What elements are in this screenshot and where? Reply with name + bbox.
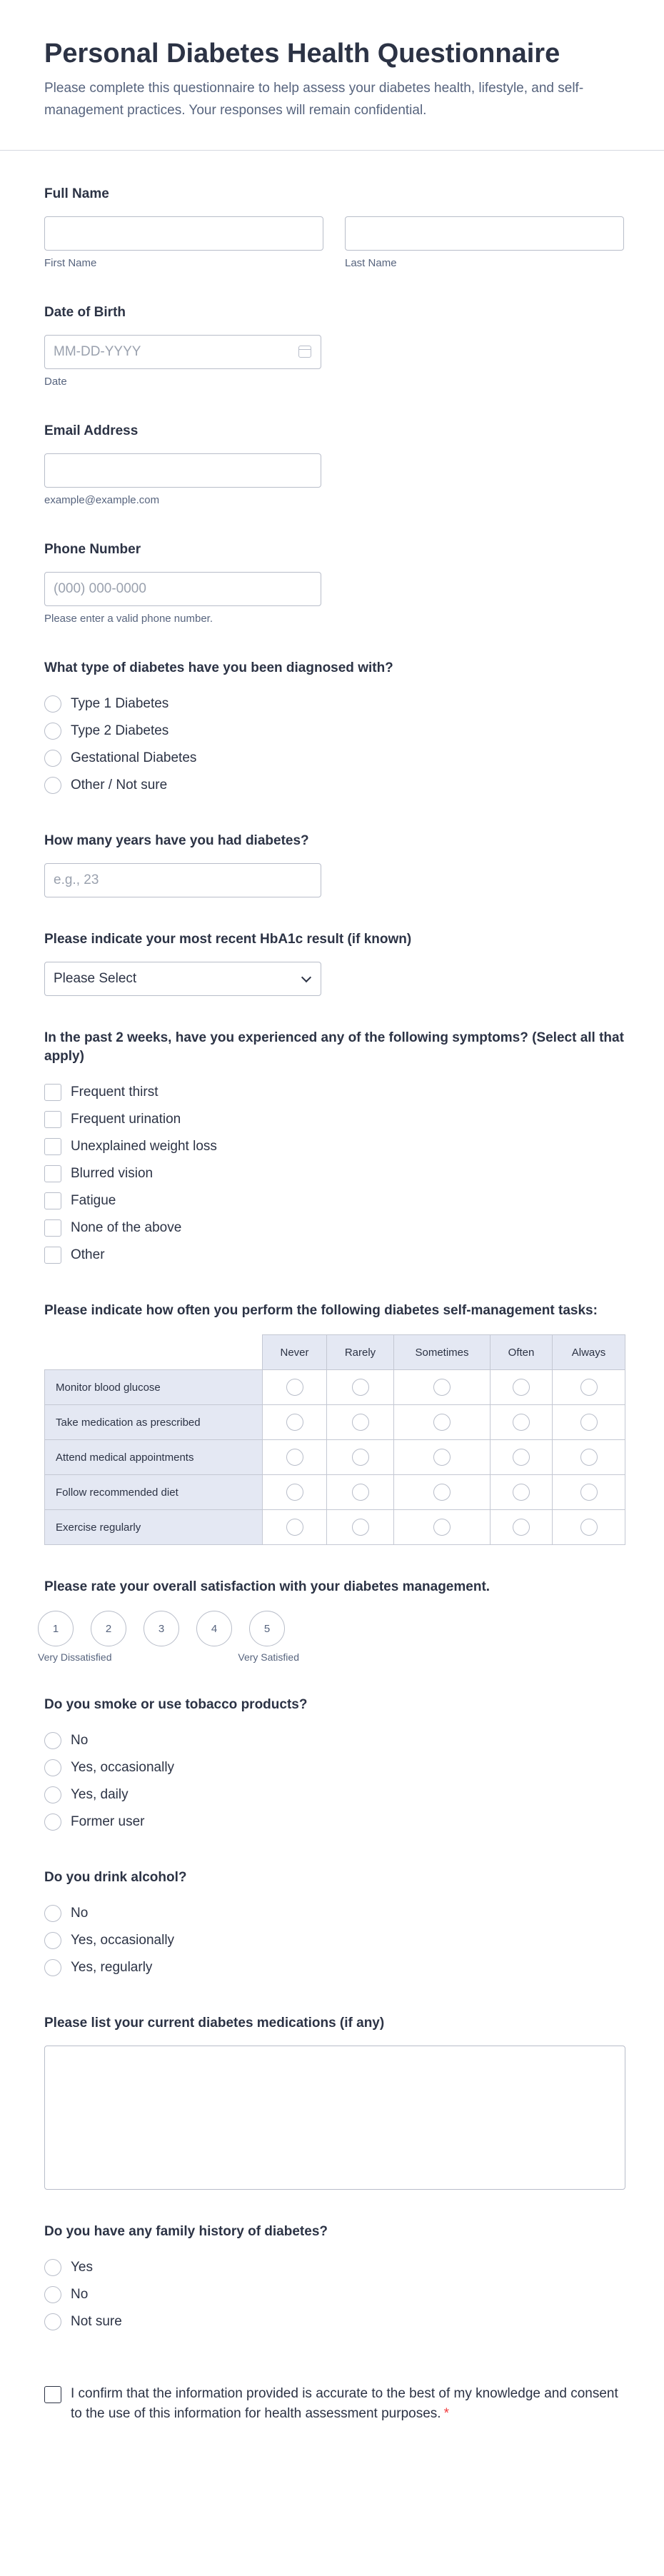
medications-label: Please list your current diabetes medications (if any) xyxy=(44,2016,385,2031)
table-row xyxy=(45,1475,625,1510)
table-row xyxy=(45,1510,625,1545)
phone-sublabel: Please enter a valid phone number. xyxy=(44,613,213,625)
matrix-row-label: Follow recommended diet xyxy=(45,1475,263,1510)
option-label: Gestational Diabetes xyxy=(71,750,197,765)
satisfaction-scale xyxy=(38,1611,625,1646)
matrix-radio[interactable] xyxy=(286,1484,303,1501)
email-label: Email Address xyxy=(44,423,139,438)
option-label: Former user xyxy=(71,1814,145,1829)
symptom-option[interactable] xyxy=(44,1242,625,1269)
form-header xyxy=(0,0,664,151)
matrix-radio[interactable] xyxy=(352,1379,369,1396)
phone-input[interactable]: (000) 000-0000 xyxy=(44,572,321,606)
family-history-option[interactable] xyxy=(44,2254,625,2281)
dob-input[interactable]: MM-DD-YYYY xyxy=(44,335,321,369)
checkbox[interactable] xyxy=(44,1192,61,1209)
table-row xyxy=(45,1440,625,1475)
matrix-row-label: Attend medical appointments xyxy=(45,1440,263,1475)
form-body xyxy=(0,185,664,2424)
symptoms-field xyxy=(44,1029,625,1269)
first-name-sublabel: First Name xyxy=(44,257,97,269)
tobacco-option[interactable] xyxy=(44,1781,625,1808)
option-label: No xyxy=(71,2287,89,2302)
matrix-radio[interactable] xyxy=(580,1519,598,1536)
scale-option[interactable]: 3 xyxy=(144,1611,179,1646)
symptom-option[interactable] xyxy=(44,1214,625,1242)
matrix-column-header: Often xyxy=(491,1335,553,1370)
option-label: None of the above xyxy=(71,1220,182,1235)
matrix-radio[interactable] xyxy=(352,1519,369,1536)
alcohol-field xyxy=(44,1868,625,1981)
tobacco-label: Do you smoke or use tobacco products? xyxy=(44,1697,308,1712)
full-name-field xyxy=(44,185,625,271)
matrix-corner xyxy=(45,1335,263,1370)
calendar-icon[interactable] xyxy=(298,346,311,358)
years-label: How many years have you had diabetes? xyxy=(44,833,309,848)
matrix-radio[interactable] xyxy=(513,1484,530,1501)
matrix-radio[interactable] xyxy=(433,1449,451,1466)
diabetes-type-label: What type of diabetes have you been diagnosed with? xyxy=(44,660,393,675)
radio-button[interactable] xyxy=(44,1813,61,1831)
option-label: Yes, daily xyxy=(71,1787,129,1802)
scale-option[interactable]: 5 xyxy=(249,1611,285,1646)
matrix-radio[interactable] xyxy=(286,1414,303,1431)
email-input[interactable] xyxy=(44,453,321,488)
alcohol-label: Do you drink alcohol? xyxy=(44,1870,187,1885)
matrix-column-header: Never xyxy=(263,1335,327,1370)
option-label: Yes xyxy=(71,2260,93,2275)
scale-option[interactable]: 2 xyxy=(91,1611,126,1646)
option-label: Frequent thirst xyxy=(71,1085,159,1100)
last-name-sublabel: Last Name xyxy=(345,257,397,269)
option-label: Not sure xyxy=(71,2314,122,2329)
radio-button[interactable] xyxy=(44,1732,61,1749)
checkbox[interactable] xyxy=(44,1111,61,1128)
option-label: Other / Not sure xyxy=(71,778,168,793)
diabetes-type-option[interactable] xyxy=(44,690,625,718)
option-label: Other xyxy=(71,1247,105,1262)
matrix-row-label: Exercise regularly xyxy=(45,1510,263,1545)
matrix-radio[interactable] xyxy=(352,1484,369,1501)
years-field xyxy=(44,832,625,897)
option-label: No xyxy=(71,1906,89,1921)
checkbox[interactable] xyxy=(44,1138,61,1155)
medications-textarea[interactable] xyxy=(44,2046,625,2190)
symptom-option[interactable] xyxy=(44,1079,625,1106)
matrix-radio[interactable] xyxy=(433,1414,451,1431)
family-history-option[interactable] xyxy=(44,2308,625,2335)
matrix-radio[interactable] xyxy=(286,1449,303,1466)
hba1c-select[interactable]: Please Select xyxy=(44,962,321,996)
table-row xyxy=(45,1405,625,1440)
tobacco-field xyxy=(44,1696,625,1836)
required-asterisk: * xyxy=(443,2406,449,2421)
matrix-radio[interactable] xyxy=(352,1449,369,1466)
matrix-radio[interactable] xyxy=(580,1449,598,1466)
diabetes-type-field xyxy=(44,659,625,799)
option-label: Unexplained weight loss xyxy=(71,1139,217,1154)
option-label: Blurred vision xyxy=(71,1166,154,1181)
phone-field xyxy=(44,540,625,626)
option-label: Yes, occasionally xyxy=(71,1933,175,1948)
matrix-column-header: Sometimes xyxy=(394,1335,491,1370)
consent-checkbox[interactable] xyxy=(44,2386,61,2403)
phone-label: Phone Number xyxy=(44,542,141,557)
matrix-radio[interactable] xyxy=(433,1484,451,1501)
option-label: Type 1 Diabetes xyxy=(71,696,169,711)
family-history-field xyxy=(44,2223,625,2335)
checkbox[interactable] xyxy=(44,1165,61,1182)
matrix-radio[interactable] xyxy=(286,1379,303,1396)
diabetes-type-option[interactable] xyxy=(44,772,625,799)
radio-button[interactable] xyxy=(44,2313,61,2330)
tasks-label: Please indicate how often you perform the following diabetes self-management tasks: xyxy=(44,1303,598,1318)
dob-field xyxy=(44,303,625,389)
matrix-column-header: Always xyxy=(553,1335,625,1370)
matrix-radio[interactable] xyxy=(580,1484,598,1501)
checkbox[interactable] xyxy=(44,1084,61,1101)
option-label: Fatigue xyxy=(71,1193,116,1208)
matrix-radio[interactable] xyxy=(433,1379,451,1396)
option-label: No xyxy=(71,1733,89,1748)
radio-button[interactable] xyxy=(44,1759,61,1776)
option-label: Frequent urination xyxy=(71,1112,181,1127)
tasks-field xyxy=(44,1302,625,1545)
symptom-option[interactable] xyxy=(44,1133,625,1160)
family-history-option[interactable] xyxy=(44,2281,625,2308)
satisfaction-field xyxy=(38,1578,625,1663)
matrix-radio[interactable] xyxy=(352,1414,369,1431)
matrix-radio[interactable] xyxy=(513,1519,530,1536)
matrix-radio[interactable] xyxy=(513,1414,530,1431)
satisfaction-label: Please rate your overall satisfaction with your diabetes management. xyxy=(44,1579,491,1594)
last-name-input[interactable] xyxy=(345,216,624,251)
radio-button[interactable] xyxy=(44,695,61,713)
consent-text: I confirm that the information provided is accurate to the best of my knowledge and consent to the use of this information for health assessment purposes. xyxy=(71,2386,618,2421)
tobacco-option[interactable] xyxy=(44,1808,625,1836)
matrix-radio[interactable] xyxy=(433,1519,451,1536)
diabetes-type-option[interactable] xyxy=(44,745,625,772)
tasks-matrix xyxy=(44,1334,625,1545)
symptom-option[interactable] xyxy=(44,1187,625,1214)
radio-button[interactable] xyxy=(44,2259,61,2276)
scale-high-label: Very Satisfied xyxy=(238,1651,299,1663)
family-history-label: Do you have any family history of diabetes? xyxy=(44,2224,328,2239)
radio-button[interactable] xyxy=(44,1932,61,1949)
option-label: Type 2 Diabetes xyxy=(71,723,169,738)
table-row xyxy=(45,1370,625,1405)
matrix-row-label: Take medication as prescribed xyxy=(45,1405,263,1440)
diabetes-type-option[interactable] xyxy=(44,718,625,745)
full-name-label: Full Name xyxy=(44,186,109,201)
radio-button[interactable] xyxy=(44,1786,61,1803)
scale-option[interactable]: 1 xyxy=(38,1611,74,1646)
option-label: Yes, occasionally xyxy=(71,1760,175,1775)
alcohol-option[interactable] xyxy=(44,1954,625,1981)
radio-button[interactable] xyxy=(44,723,61,740)
years-input[interactable]: e.g., 23 xyxy=(44,863,321,897)
tobacco-option[interactable] xyxy=(44,1754,625,1781)
radio-button[interactable] xyxy=(44,777,61,794)
alcohol-option[interactable] xyxy=(44,1927,625,1954)
form-description: Please complete this questionnaire to help assess your diabetes health, lifestyle, and self-management practices. Your responses will remain confidential. xyxy=(44,81,584,118)
scale-option[interactable]: 4 xyxy=(196,1611,232,1646)
matrix-row-label: Monitor blood glucose xyxy=(45,1370,263,1405)
email-sublabel: example@example.com xyxy=(44,494,160,506)
dob-sublabel: Date xyxy=(44,376,67,388)
first-name-input[interactable] xyxy=(44,216,323,251)
option-label: Yes, regularly xyxy=(71,1960,153,1975)
consent-field xyxy=(44,2384,625,2424)
matrix-radio[interactable] xyxy=(513,1449,530,1466)
form-title: Personal Diabetes Health Questionnaire xyxy=(44,39,560,69)
symptom-option[interactable] xyxy=(44,1106,625,1133)
checkbox[interactable] xyxy=(44,1219,61,1237)
tobacco-option[interactable] xyxy=(44,1727,625,1754)
alcohol-option[interactable] xyxy=(44,1900,625,1927)
matrix-column-header: Rarely xyxy=(327,1335,394,1370)
matrix-radio[interactable] xyxy=(286,1519,303,1536)
email-field xyxy=(44,422,625,508)
radio-button[interactable] xyxy=(44,1959,61,1976)
medications-field xyxy=(44,2014,625,2190)
matrix-radio[interactable] xyxy=(513,1379,530,1396)
symptoms-label: In the past 2 weeks, have you experienced any of the following symptoms? (Select all that apply) xyxy=(44,1030,624,1064)
matrix-radio[interactable] xyxy=(580,1414,598,1431)
matrix-radio[interactable] xyxy=(580,1379,598,1396)
checkbox[interactable] xyxy=(44,1247,61,1264)
radio-button[interactable] xyxy=(44,2286,61,2303)
symptom-option[interactable] xyxy=(44,1160,625,1187)
dob-label: Date of Birth xyxy=(44,305,126,320)
scale-low-label: Very Dissatisfied xyxy=(38,1651,112,1663)
hba1c-field xyxy=(44,930,625,996)
hba1c-label: Please indicate your most recent HbA1c result (if known) xyxy=(44,932,412,947)
radio-button[interactable] xyxy=(44,1905,61,1922)
radio-button[interactable] xyxy=(44,750,61,767)
